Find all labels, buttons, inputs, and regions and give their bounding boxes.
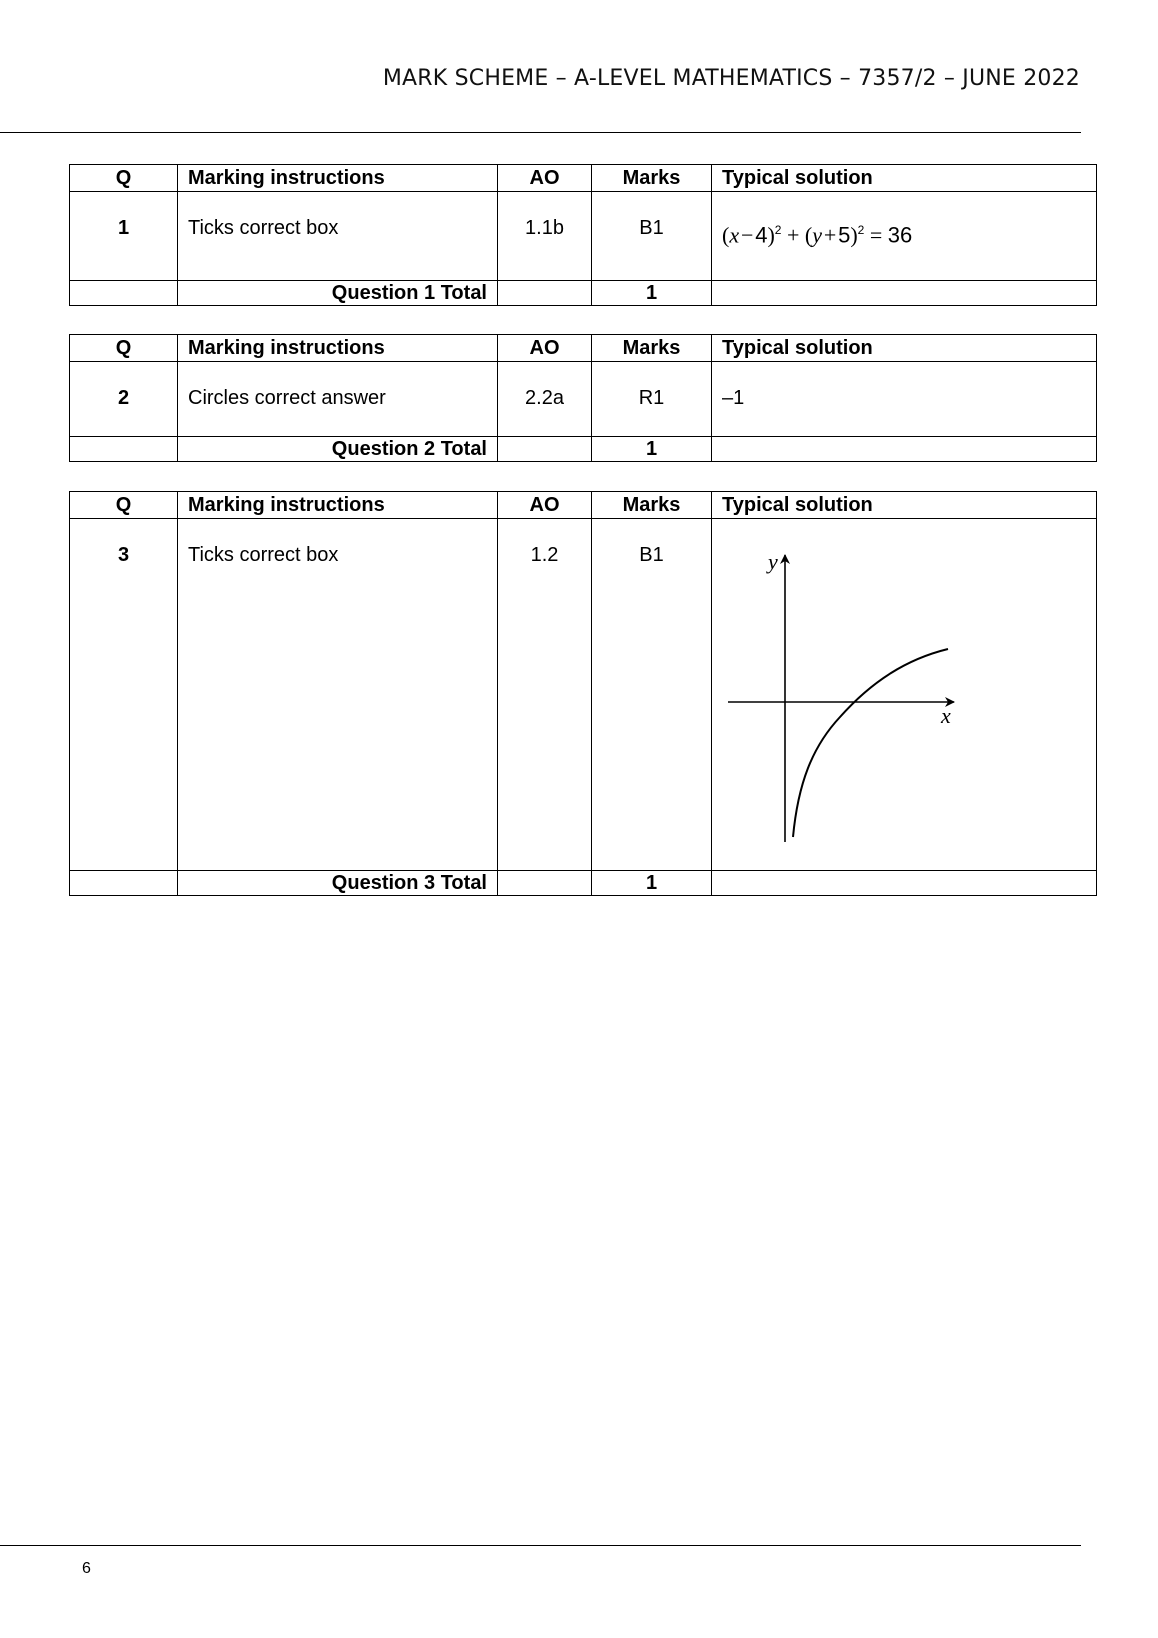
column-header-q: Q <box>70 492 178 519</box>
column-header-solution: Typical solution <box>712 335 1097 362</box>
question-2-table <box>69 334 1097 462</box>
question-number: 3 <box>70 519 178 871</box>
question-total-label: Question 2 Total <box>178 437 498 462</box>
column-header-q: Q <box>70 335 178 362</box>
marking-instruction: Ticks correct box <box>178 192 498 281</box>
mark-code: B1 <box>592 519 712 871</box>
question-number: 2 <box>70 362 178 437</box>
table-header-row <box>70 165 1097 192</box>
question-number: 1 <box>70 192 178 281</box>
total-row <box>70 281 1097 306</box>
marking-instruction: Ticks correct box <box>178 519 498 871</box>
question-3-table <box>69 491 1097 896</box>
assessment-objective: 2.2a <box>498 362 592 437</box>
question-total-marks: 1 <box>592 437 712 462</box>
graph-curve <box>793 649 948 837</box>
question-total-label: Question 1 Total <box>178 281 498 306</box>
column-header-marks: Marks <box>592 165 712 192</box>
page-number: 6 <box>82 1560 91 1577</box>
question-total-label: Question 3 Total <box>178 871 498 896</box>
solution-formula: (x − 4)$^2$ + (y + 5)$^2$ = 36 <box>722 222 913 248</box>
column-header-marking: Marking instructions <box>178 335 498 362</box>
column-header-solution: Typical solution <box>712 165 1097 192</box>
column-header-ao: AO <box>498 492 592 519</box>
question-total-marks: 1 <box>592 281 712 306</box>
page-header: MARK SCHEME – A-LEVEL MATHEMATICS – 7357/2 – JUNE 2022 <box>382 66 1080 91</box>
x-axis-label: x <box>941 703 951 728</box>
question-1-table <box>69 164 1097 306</box>
y-axis-label: y <box>768 549 778 574</box>
typical-solution <box>712 192 1097 281</box>
column-header-solution: Typical solution <box>712 492 1097 519</box>
column-header-marking: Marking instructions <box>178 165 498 192</box>
question-total-marks: 1 <box>592 871 712 896</box>
table-row <box>70 362 1097 437</box>
total-row <box>70 871 1097 896</box>
column-header-ao: AO <box>498 165 592 192</box>
table-row <box>70 519 1097 871</box>
typical-solution <box>712 519 1097 871</box>
column-header-marks: Marks <box>592 492 712 519</box>
typical-solution: –1 <box>712 362 1097 437</box>
header-rule <box>0 132 1081 133</box>
assessment-objective: 1.2 <box>498 519 592 871</box>
assessment-objective: 1.1b <box>498 192 592 281</box>
table-row <box>70 192 1097 281</box>
mark-code: B1 <box>592 192 712 281</box>
column-header-marks: Marks <box>592 335 712 362</box>
mark-code: R1 <box>592 362 712 437</box>
column-header-marking: Marking instructions <box>178 492 498 519</box>
total-row <box>70 437 1097 462</box>
table-header-row <box>70 335 1097 362</box>
footer-rule <box>0 1545 1081 1546</box>
marking-instruction: Circles correct answer <box>178 362 498 437</box>
column-header-ao: AO <box>498 335 592 362</box>
table-header-row <box>70 492 1097 519</box>
column-header-q: Q <box>70 165 178 192</box>
solution-graph <box>712 519 1097 864</box>
